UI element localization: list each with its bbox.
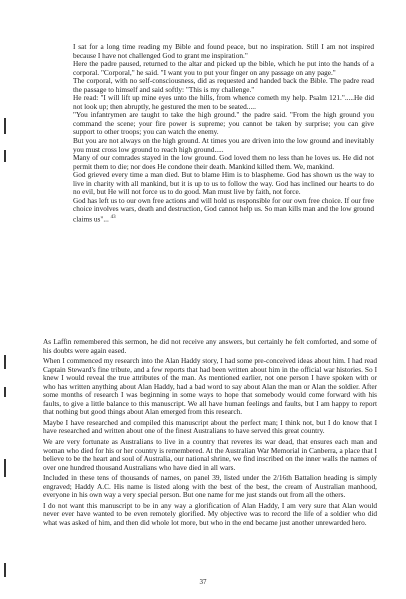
quote-paragraph-last	[73, 197, 374, 224]
body-paragraph: I do not want this manuscript to be in any way a glorification of Alan Haddy, I am very sure that Alan would never ever have wanted to be even remotely glorified. My objective was to record the life of a soldier who did what was asked of him, and then did whole lot more, but who in the end became just another unrewarded hero.	[43, 500, 377, 527]
body-text	[43, 338, 377, 529]
margin-mark	[4, 118, 6, 134]
sermon-quote	[73, 43, 374, 224]
quote-paragraph: He read: "I will lift up mine eyes unto the hills, from whence cometh my help. Psalm 121.".....He did not look up; then abruptly, he gestured the men to be seated.....	[73, 93, 374, 111]
quote-paragraph: Here the padre paused, returned to the altar and picked up the bible, which he put into the hands of a corporal. "Corporal," he said. "I want you to put your finger on any passage on any page."	[73, 59, 374, 77]
body-paragraph: When I commenced my research into the Alan Haddy story, I had some pre-conceived ideas about him. I had read Captain Steward's fine tribute, and a few reports that had been written about him in the official war histories. So I knew I would reveal the true attributes of the man. As mentioned earlier, not one person I have spoken with or who has written anything about Alan Haddy, had a bad word to say about Alan the man or Alan the soldier. After some months of research I was beginning in some ways to hope that somebody would come forward with his faults, to give a little balance to this manuscript. We all have human feelings and faults, but I am happy to report that nothing but good things about Alan emerged from this research.	[43, 356, 377, 417]
quote-paragraph: But you are not always on the high ground. At times you are driven into the low ground and inevitably you must cross low ground to reach high ground.....	[73, 136, 374, 154]
quote-paragraph: The corporal, with no self-consciousness, did as requested and handed back the Bible. The padre read the passage to himself and said softly: "This is my challenge."	[73, 76, 374, 94]
quote-paragraph: God grieved every time a man died. But to blame Him is to blaspheme. God has shown us the way to live in charity with all mankind, but it is up to us to follow the way. God has inclined our hearts to do no evil, but He will not force us to do good. Man must live by faith, not force.	[73, 170, 374, 197]
body-paragraph: Maybe I have researched and compiled this manuscript about the perfect man; I think not, but I do know that I have researched and written about one of the finest Australians to have served this great country.	[43, 417, 377, 436]
quote-paragraph: I sat for a long time reading my Bible and found peace, but no inspiration. Still I am not inspired because I have not challenged God to grant me inspiration."	[73, 42, 374, 60]
margin-mark	[4, 563, 6, 577]
footnote-ref: 43	[110, 214, 116, 220]
margin-mark	[4, 387, 6, 397]
body-paragraph: We are very fortunate as Australians to live in a country that reveres its war dead, that ensures each man and woman who died for his or her country is remembered. At the Australian War Memorial in Canberra, a place that I believe to be the heart and soul of Australia, our national shrine, we find inscribed on the inner walls the names of over one hundred thousand Australians who have died in all wars.	[43, 437, 377, 472]
margin-mark	[4, 459, 6, 477]
body-paragraph: As Laffin remembered this sermon, he did not receive any answers, but certainly he felt comforted, and some of his doubts were again eased.	[43, 337, 377, 355]
quote-paragraph: Many of our comrades stayed in the low ground. God loved them no less than he loves us. He did not permit them to die; nor does He condone their death. Mankind killed them. We, mankind.	[73, 153, 374, 171]
quote-paragraph-text: God has left us to our own free actions and will hold us responsible for our own free choice. If our free choice involves wars, death and destruction, God cannot help us. So man kills man and the low ground claims us"...	[73, 195, 374, 224]
margin-mark	[4, 150, 6, 162]
margin-mark	[4, 355, 6, 369]
quote-paragraph: "You infantrymen are taught to take the high ground." the padre said. "From the high ground you command the scene; your fire power is supreme; you cannot be taken by surprise; you can give support to other troops; you can watch the enemy.	[73, 110, 374, 137]
page-number: 37	[199, 578, 207, 586]
body-paragraph: Included in these tens of thousands of names, on panel 39, listed under the 2/16th Battalion heading is simply engraved; Haddy A.C. His name is listed along with the best of the best, the cream of Australian manhood, everyone in his own way a very special person. But one name for me just stands out from all the others.	[43, 473, 377, 500]
